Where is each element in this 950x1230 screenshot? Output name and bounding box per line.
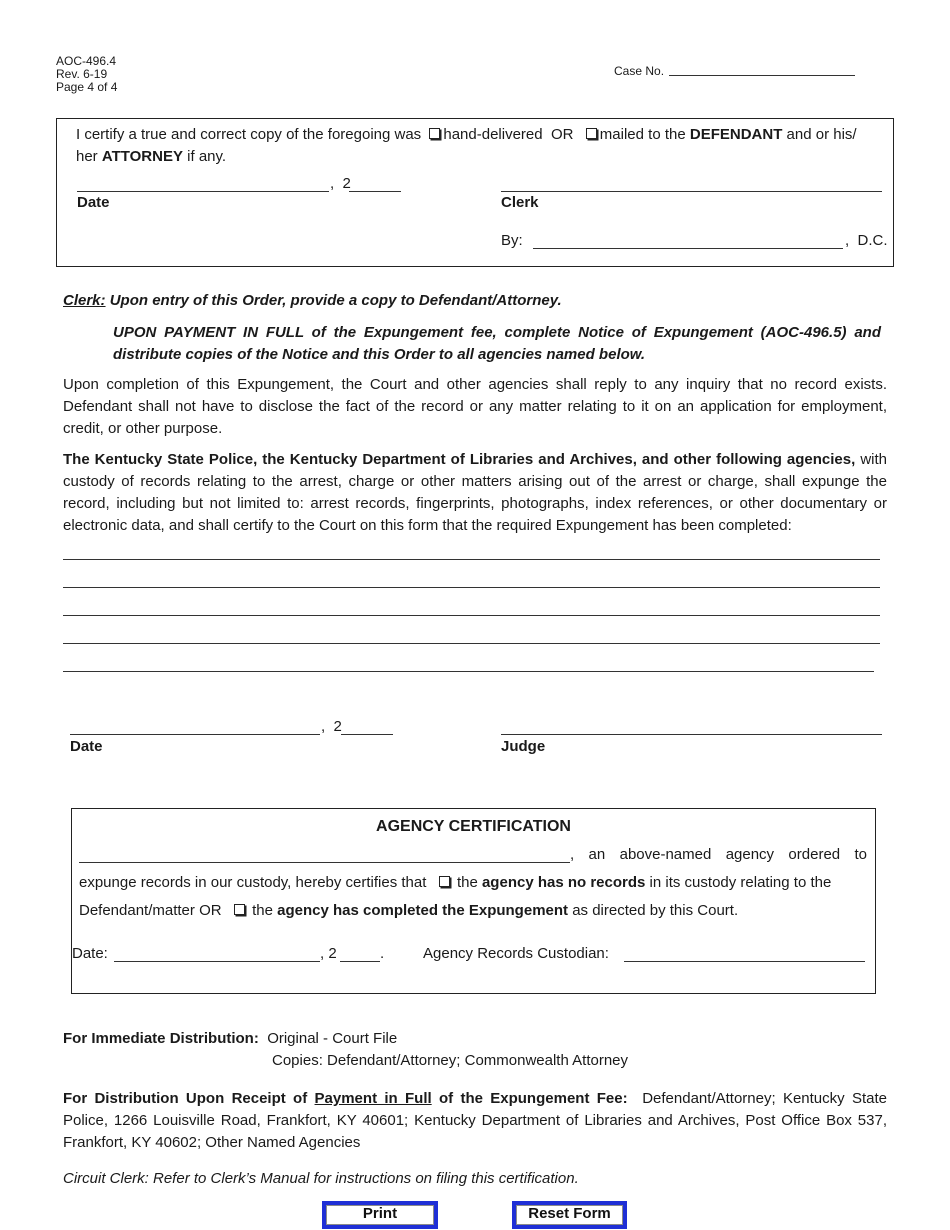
- hand-delivered-label: hand-delivered: [443, 126, 543, 143]
- agency-year-prefix: 2: [328, 945, 337, 962]
- judge-label: Judge: [501, 738, 546, 755]
- agency-ordered-text: , an above-named agency ordered to: [570, 846, 867, 863]
- agency-year-period: .: [380, 945, 385, 962]
- certify-year-field[interactable]: [349, 191, 401, 192]
- certify-year: , 2: [330, 175, 351, 192]
- judge-date-field[interactable]: [70, 734, 320, 735]
- defendant-label: DEFENDANT: [689, 126, 783, 143]
- print-button[interactable]: [322, 1201, 438, 1229]
- mailed-label: mailed to the: [599, 126, 686, 143]
- agencies-bold: The Kentucky State Police, the Kentucky Department of Libraries and Archives, and other following agencies,: [63, 451, 856, 468]
- completed-label: agency has completed the Expungement: [277, 902, 569, 919]
- no-records-label: agency has no records: [481, 874, 646, 891]
- reset-form-button[interactable]: [512, 1201, 627, 1229]
- clerk-note: Circuit Clerk: Refer to Clerk’s Manual for instructions on filing this certification.: [63, 1170, 579, 1187]
- dc-label: , D.C.: [845, 232, 888, 249]
- certify-date-field[interactable]: [77, 191, 329, 192]
- clerk-instruction-label: Clerk:: [63, 292, 106, 309]
- completion-paragraph: Upon completion of this Expungement, the Court and other agencies shall reply to any inquiry that no record exists. Defendant shall not have to disclose the fact of the record or any matter relating to it on an application for employment, credit, or other purpose.: [63, 376, 887, 437]
- agencies-paragraph: [63, 449, 887, 537]
- agency-year: , 2: [320, 945, 337, 962]
- agency-year-field[interactable]: [340, 961, 380, 962]
- agency-line[interactable]: [63, 671, 874, 672]
- or-label: OR: [550, 126, 574, 143]
- judge-year: , 2: [321, 718, 342, 735]
- immediate-distribution: [63, 1028, 397, 1050]
- form-revision: Rev. 6-19: [56, 67, 108, 81]
- agency-date-label: Date:: [72, 945, 108, 962]
- payment-instruction: UPON PAYMENT IN FULL of the Expungement fee, complete Notice of Expungement (AOC-496.5) and distribute copies of the Notice and this Order to all agencies named below.: [113, 324, 881, 363]
- immediate-original: Original - Court File: [267, 1030, 398, 1047]
- dc-text: D.C.: [857, 232, 888, 249]
- reset-button-label: Reset Form: [516, 1205, 623, 1225]
- immediate-label: For Immediate Distribution:: [63, 1030, 259, 1047]
- mailed-checkbox[interactable]: [586, 128, 597, 139]
- case-number: [614, 65, 664, 78]
- clerk-signature-field[interactable]: [501, 191, 882, 192]
- certify-statement: [76, 124, 886, 168]
- the-label: the: [456, 874, 478, 891]
- clerk-label: Clerk: [501, 194, 539, 211]
- agency-cert-title: AGENCY CERTIFICATION: [376, 818, 571, 835]
- year-prefix: 2: [342, 175, 351, 192]
- attorney-label: ATTORNEY: [101, 148, 183, 165]
- receipt-label-2: Payment in Full: [314, 1090, 432, 1107]
- receipt-label-1: For Distribution Upon Receipt of: [63, 1090, 308, 1107]
- custodian-field[interactable]: [624, 961, 865, 962]
- clerk-instruction-text: Upon entry of this Order, provide a copy to Defendant/Attorney.: [109, 292, 562, 309]
- receipt-label-3: of the Expungement Fee:: [438, 1090, 628, 1107]
- judge-date-label: Date: [70, 738, 103, 755]
- judge-year-prefix: 2: [333, 718, 342, 735]
- by-label: By:: [501, 232, 523, 249]
- certify-text: I certify a true and correct copy of the foregoing was: [76, 126, 422, 143]
- agency-date-field[interactable]: [114, 961, 320, 962]
- clerk-instruction: [63, 290, 562, 312]
- her-label: her: [76, 148, 98, 165]
- judge-year-field[interactable]: [341, 734, 393, 735]
- receipt-distribution: [63, 1088, 887, 1154]
- the-label: the: [252, 902, 273, 919]
- ordered-text: an above-named agency ordered to: [588, 846, 867, 863]
- case-no-label: Case No.: [614, 64, 665, 78]
- agency-line[interactable]: [63, 587, 880, 588]
- form-header: [56, 55, 117, 94]
- completed-checkbox[interactable]: [234, 904, 245, 915]
- agency-line[interactable]: [63, 643, 880, 644]
- agency-line[interactable]: [63, 615, 880, 616]
- agency-certify-line: [79, 872, 869, 894]
- immediate-copies: Copies: Defendant/Attorney; Commonwealth Attorney: [272, 1052, 629, 1069]
- page-number: Page 4 of 4: [56, 80, 118, 94]
- agency-name-field[interactable]: [79, 862, 570, 863]
- certify-date-label: Date: [77, 194, 110, 211]
- agency-line[interactable]: [63, 559, 880, 560]
- agency-completed-line: [79, 900, 869, 922]
- receipt-text: Defendant/Attorney; Kentucky State Police, 1266 Louisville Road, Frankfort, KY 40601; Kentucky Department of Libraries and Archives, Post Office Box 537, Frankfort, KY 40602; Other Named Agencies: [63, 1090, 887, 1151]
- defendant-matter-text: Defendant/matter OR: [79, 902, 222, 919]
- no-records-checkbox[interactable]: [439, 876, 450, 887]
- print-button-label: Print: [326, 1205, 434, 1225]
- judge-signature-field[interactable]: [501, 734, 882, 735]
- expunge-text: expunge records in our custody, hereby certifies that: [79, 874, 427, 891]
- agencies-text: with custody of records relating to the arrest, charge or other matters arising out of the arrest or charge, shall expunge the record, including but not limited to: arrest records, fingerprints, photographs, index references, or other documentary or electronic data, and shall certify to the Court on this form that the required Expungement has been completed:: [63, 451, 887, 534]
- as-directed-text: as directed by this Court.: [572, 902, 739, 919]
- in-custody-text: in its custody relating to the: [649, 874, 832, 891]
- and-or-label: and or his/: [786, 126, 857, 143]
- case-no-field[interactable]: [669, 75, 855, 76]
- if-any-label: if any.: [187, 148, 227, 165]
- custodian-label: Agency Records Custodian:: [423, 945, 609, 962]
- hand-delivered-checkbox[interactable]: [429, 128, 440, 139]
- form-id: AOC-496.4: [56, 54, 117, 68]
- deputy-clerk-field[interactable]: [533, 248, 843, 249]
